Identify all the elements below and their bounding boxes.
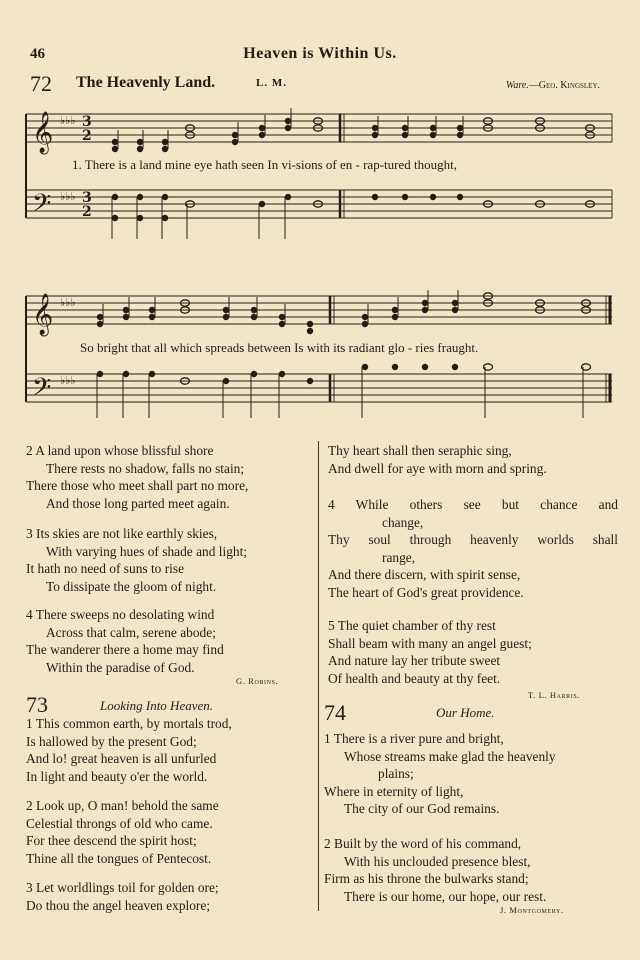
sheet-music — [20, 102, 620, 422]
svg-text:2: 2 — [82, 128, 92, 144]
verse-line: Where in eternity of light, — [324, 783, 464, 799]
hymn-73-verse-1 — [26, 715, 232, 785]
hymn-72-verse-2 — [26, 442, 248, 512]
hymn-72-tune-credit — [440, 80, 600, 91]
verse-line: And nature lay her tribute sweet — [328, 653, 501, 668]
verse-line: Thy heart shall then seraphic sing, — [328, 443, 512, 458]
verse-line: Do thou the angel heaven explore; — [26, 897, 211, 913]
hymn-72-meter: L. M. — [256, 77, 287, 89]
verse-line: Shall beam with many an angel guest; — [328, 635, 532, 651]
verse-line: 3 Let worldlings toil for golden ore; — [26, 880, 219, 895]
verse-line: Thy soul through heavenly worlds shall — [328, 532, 618, 547]
verse-line: Is hallowed by the present God; — [26, 733, 197, 749]
verse-line: In light and beauty o'er the world. — [26, 768, 208, 784]
verse-line: 2 A land upon whose blissful shore — [26, 443, 214, 458]
verse-line: Celestial throngs of old who came. — [26, 815, 213, 831]
verse-line: And dwell for aye with morn and spring. — [328, 460, 547, 476]
flat-icon: ♭♭♭ — [60, 114, 76, 127]
verse-line: And lo! great heaven is all unfurled — [26, 751, 217, 766]
column-divider — [318, 441, 319, 911]
hymn-74-verse-2 — [324, 835, 546, 905]
hymn-73-verse-5 — [328, 617, 532, 687]
system-2-treble-staff — [26, 296, 612, 324]
verse-line: 4 While others see but chance and — [328, 497, 618, 512]
verse-line: The city of our God remains. — [344, 801, 500, 816]
verse-line: 2 Built by the word of his command, — [324, 836, 522, 851]
svg-text:3: 3 — [82, 114, 92, 130]
hymn-72-verse-4 — [26, 606, 224, 676]
hymn-73-verse-3 — [26, 879, 219, 914]
verse-line: There rests no shadow, falls no stain; — [46, 460, 245, 476]
verse-line: Whose streams make glad the heavenly — [344, 748, 556, 764]
verse-line: Within the paradise of God. — [46, 659, 195, 675]
bass-clef-icon: 𝄢 — [32, 189, 52, 224]
verse-line: The wanderer there a home may find — [26, 642, 224, 657]
lyric-line-2: So bright that all which spreads between Is with its radiant glo - ries fraught. — [80, 340, 479, 355]
bass-clef-icon: 𝄢 — [32, 373, 52, 408]
verse-line: And those long parted meet again. — [46, 495, 230, 511]
hymn-73-verse-4 — [328, 496, 618, 601]
svg-text:2: 2 — [82, 204, 92, 220]
verse-line: Firm as his throne the bulwarks stand; — [324, 871, 529, 886]
hymn-74-number: 74 — [324, 700, 346, 725]
verse-line: With varying hues of shade and light; — [46, 543, 248, 559]
hymn-73-number: 73 — [26, 692, 48, 717]
hymn-73-author: T. L. Harris. — [528, 690, 580, 700]
running-title: Heaven is Within Us. — [243, 45, 397, 62]
lyric-line-1: 1. There is a land mine eye hath seen In vi-sions of en - rap-tured thought, — [72, 157, 457, 172]
hymn-72-verse-3 — [26, 525, 247, 595]
verse-line: There is our home, our hope, our rest. — [344, 888, 547, 904]
treble-clef-icon: 𝄞 — [32, 112, 54, 153]
verse-line: change, — [382, 514, 424, 530]
hymn-72-author: G. Robins. — [236, 676, 279, 686]
verse-line: It hath no need of suns to rise — [26, 561, 185, 576]
composer-name: —Geo. Kingsley. — [528, 80, 600, 91]
verse-line: Of health and beauty at thy feet. — [328, 670, 501, 686]
hymn-74-verse-1 — [324, 730, 556, 818]
page-number: 46 — [30, 46, 45, 62]
verse-line: 4 There sweeps no desolating wind — [26, 607, 215, 622]
hymn-73-verse-3-continued — [328, 442, 547, 477]
verse-line: 1 There is a river pure and bright, — [324, 731, 504, 746]
verse-line: There those who meet shall part no more, — [26, 478, 249, 493]
flat-icon: ♭♭♭ — [60, 190, 76, 203]
verse-line: 2 Look up, O man! behold the same — [26, 798, 219, 813]
hymn-74-author: J. Montgomery. — [500, 905, 564, 915]
verse-line: For thee descend the spirit host; — [26, 833, 197, 848]
hymn-73-verse-2 — [26, 797, 219, 867]
verse-line: With his unclouded presence blest, — [344, 853, 531, 869]
treble-clef-icon: 𝄞 — [32, 294, 54, 335]
hymn-74-title: Our Home. — [436, 705, 495, 720]
verse-line: To dissipate the gloom of night. — [46, 578, 217, 594]
hymn-72-number: 72 — [30, 71, 52, 96]
verse-line: The heart of God's great providence. — [328, 584, 524, 600]
verse-line: Thine all the tongues of Pentecost. — [26, 850, 212, 866]
flat-icon: ♭♭♭ — [60, 374, 76, 387]
verse-line: plains; — [378, 766, 414, 781]
tune-name: Ware. — [505, 80, 529, 91]
system-2-bass-staff — [26, 374, 612, 402]
verse-line: 3 Its skies are not like earthly skies, — [26, 526, 218, 541]
verse-line: Across that calm, serene abode; — [46, 624, 216, 640]
hymn-72-title: The Heavenly Land. — [76, 74, 216, 91]
verse-line: range, — [382, 549, 416, 565]
verse-line: 1 This common earth, by mortals trod, — [26, 716, 232, 731]
svg-text:3: 3 — [82, 190, 92, 206]
verse-line: And there discern, with spirit sense, — [328, 567, 521, 582]
hymn-73-title: Looking Into Heaven. — [100, 698, 214, 713]
flat-icon: ♭♭♭ — [60, 296, 76, 309]
verse-line: 5 The quiet chamber of thy rest — [328, 618, 496, 633]
